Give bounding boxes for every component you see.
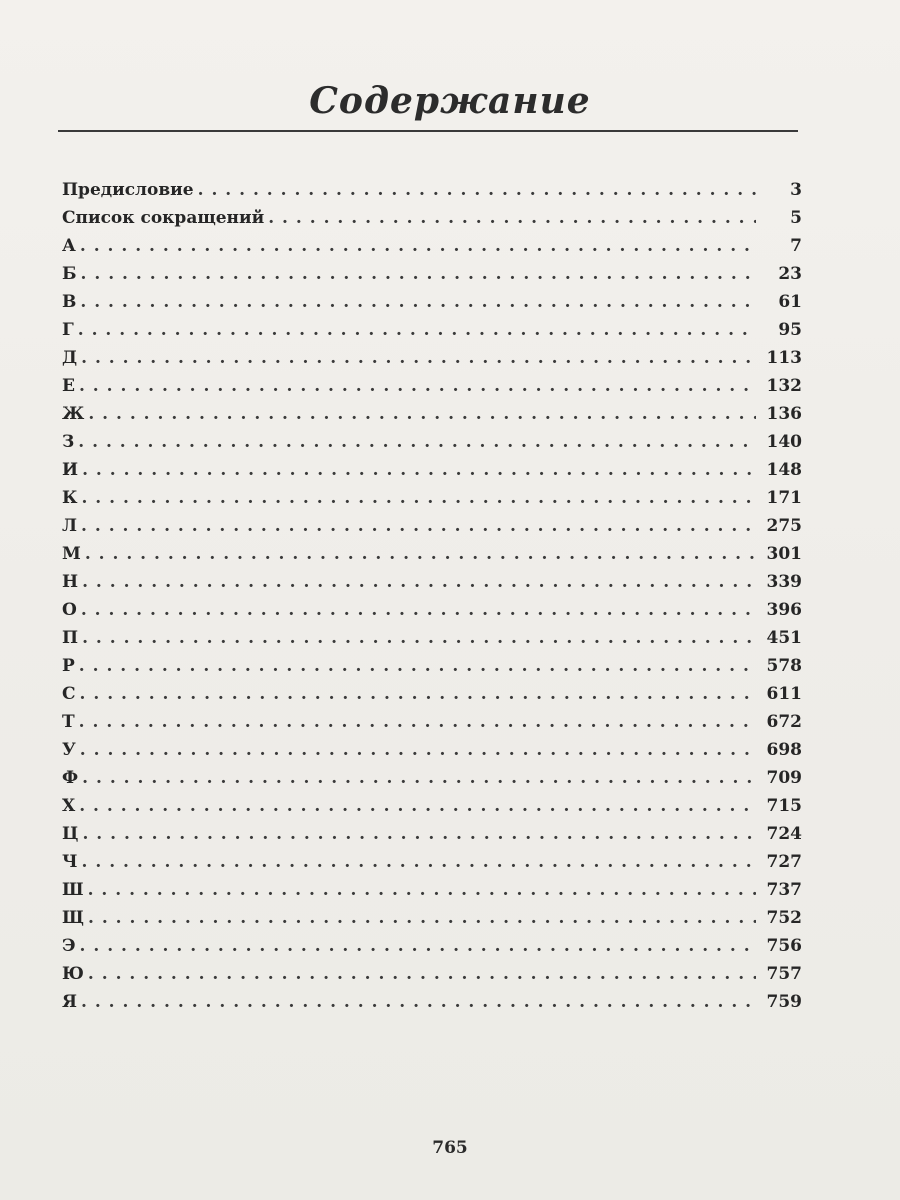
toc-leader-dots (79, 656, 756, 676)
toc-leader-dots (80, 684, 756, 704)
toc-entry-page: 752 (766, 908, 802, 928)
toc-entry (62, 740, 802, 768)
toc-leader-dots (268, 208, 756, 228)
toc-entry-page: 136 (766, 404, 802, 424)
toc-entry (62, 348, 802, 376)
toc-entry-page: 171 (766, 488, 802, 508)
toc-entry (62, 180, 802, 208)
toc-entry-label: М (62, 544, 81, 564)
toc-entry (62, 292, 802, 320)
toc-entry-page: 757 (766, 964, 802, 984)
toc-entry-page: 113 (766, 348, 802, 368)
toc-entry-page: 727 (766, 852, 802, 872)
toc-leader-dots (80, 236, 756, 256)
toc-leader-dots (79, 712, 756, 732)
toc-entry-page: 275 (766, 516, 802, 536)
toc-entry (62, 964, 802, 992)
toc-entry (62, 880, 802, 908)
toc-entry-page: 578 (766, 656, 802, 676)
toc-entry-label: Список сокращений (62, 208, 265, 228)
toc-entry (62, 376, 802, 404)
toc-entry-label: Ч (62, 852, 78, 872)
toc-entry (62, 796, 802, 824)
toc-entry-label: Т (62, 712, 75, 732)
toc-leader-dots (198, 180, 756, 200)
toc-entry-label: И (62, 460, 79, 480)
title-divider (58, 130, 798, 132)
toc-leader-dots (81, 516, 756, 536)
toc-entry-label: Л (62, 516, 78, 536)
toc-entry-label: Б (62, 264, 77, 284)
toc-entry-page: 724 (766, 824, 802, 844)
toc-entry (62, 516, 802, 544)
toc-entry-label: С (62, 684, 76, 704)
toc-leader-dots (79, 796, 756, 816)
toc-entry-page: 148 (766, 460, 802, 480)
toc-entry-label: Ю (62, 964, 84, 984)
toc-entry-label: Р (62, 656, 75, 676)
toc-entry-label: Д (62, 348, 78, 368)
toc-entry-page: 132 (766, 376, 802, 396)
toc-entry-label: Предисловие (62, 180, 194, 200)
table-of-contents (62, 180, 802, 1020)
toc-entry-label: Я (62, 992, 77, 1012)
toc-entry (62, 656, 802, 684)
toc-entry-label: З (62, 432, 75, 452)
toc-entry (62, 628, 802, 656)
toc-entry (62, 936, 802, 964)
toc-entry (62, 460, 802, 488)
toc-leader-dots (81, 488, 756, 508)
toc-entry (62, 600, 802, 628)
toc-leader-dots (82, 852, 756, 872)
toc-entry-label: Н (62, 572, 79, 592)
toc-leader-dots (79, 376, 756, 396)
toc-entry-page: 451 (766, 628, 802, 648)
toc-entry-page: 301 (766, 544, 802, 564)
page-number: 765 (432, 1138, 468, 1158)
toc-entry-page: 715 (766, 796, 802, 816)
toc-entry (62, 264, 802, 292)
toc-entry-label: О (62, 600, 77, 620)
toc-entry-label: Г (62, 320, 74, 340)
toc-entry (62, 432, 802, 460)
toc-leader-dots (82, 460, 756, 480)
toc-leader-dots (80, 292, 756, 312)
toc-entry-label: Х (62, 796, 76, 816)
toc-leader-dots (81, 348, 756, 368)
toc-entry-page: 339 (766, 572, 802, 592)
toc-entry-page: 672 (766, 712, 802, 732)
toc-entry (62, 992, 802, 1020)
toc-entry-page: 759 (766, 992, 802, 1012)
toc-entry-page: 7 (790, 236, 802, 256)
toc-entry-label: А (62, 236, 76, 256)
toc-entry-page: 756 (766, 936, 802, 956)
toc-entry-label: Е (62, 376, 75, 396)
toc-entry-label: Ф (62, 768, 79, 788)
toc-entry-page: 95 (778, 320, 802, 340)
toc-entry (62, 768, 802, 796)
toc-entry-label: П (62, 628, 79, 648)
toc-entry-label: К (62, 488, 78, 508)
toc-leader-dots (82, 572, 756, 592)
toc-leader-dots (82, 768, 756, 788)
toc-entry-page: 23 (778, 264, 802, 284)
toc-entry (62, 684, 802, 712)
toc-entry-page: 5 (790, 208, 802, 228)
toc-entry-page: 709 (766, 768, 802, 788)
toc-entry (62, 712, 802, 740)
toc-leader-dots (88, 880, 756, 900)
toc-entry (62, 908, 802, 936)
toc-leader-dots (80, 740, 756, 760)
toc-entry (62, 404, 802, 432)
toc-leader-dots (78, 320, 756, 340)
toc-leader-dots (82, 628, 756, 648)
toc-entry-label: Ж (62, 404, 85, 424)
toc-leader-dots (80, 936, 756, 956)
toc-entry-page: 737 (766, 880, 802, 900)
toc-leader-dots (81, 264, 756, 284)
toc-entry-page: 3 (790, 180, 802, 200)
toc-entry (62, 320, 802, 348)
toc-entry-page: 611 (766, 684, 802, 704)
toc-leader-dots (81, 600, 756, 620)
toc-leader-dots (88, 404, 756, 424)
toc-entry (62, 488, 802, 516)
toc-entry-label: Ш (62, 880, 84, 900)
toc-leader-dots (81, 992, 756, 1012)
toc-leader-dots (88, 908, 756, 928)
page-title: Содержание (309, 80, 591, 122)
toc-entry-page: 698 (766, 740, 802, 760)
toc-entry-label: В (62, 292, 77, 312)
toc-leader-dots (78, 432, 756, 452)
toc-entry-page: 140 (766, 432, 802, 452)
toc-entry (62, 236, 802, 264)
toc-entry-page: 396 (766, 600, 802, 620)
toc-entry-label: У (62, 740, 76, 760)
toc-entry-page: 61 (778, 292, 802, 312)
toc-entry (62, 544, 802, 572)
toc-entry (62, 572, 802, 600)
toc-entry (62, 208, 802, 236)
toc-entry-label: Ц (62, 824, 79, 844)
toc-leader-dots (82, 824, 756, 844)
toc-leader-dots (85, 544, 756, 564)
toc-entry-label: Э (62, 936, 76, 956)
toc-entry-label: Щ (62, 908, 84, 928)
toc-leader-dots (88, 964, 756, 984)
toc-entry (62, 824, 802, 852)
toc-entry (62, 852, 802, 880)
